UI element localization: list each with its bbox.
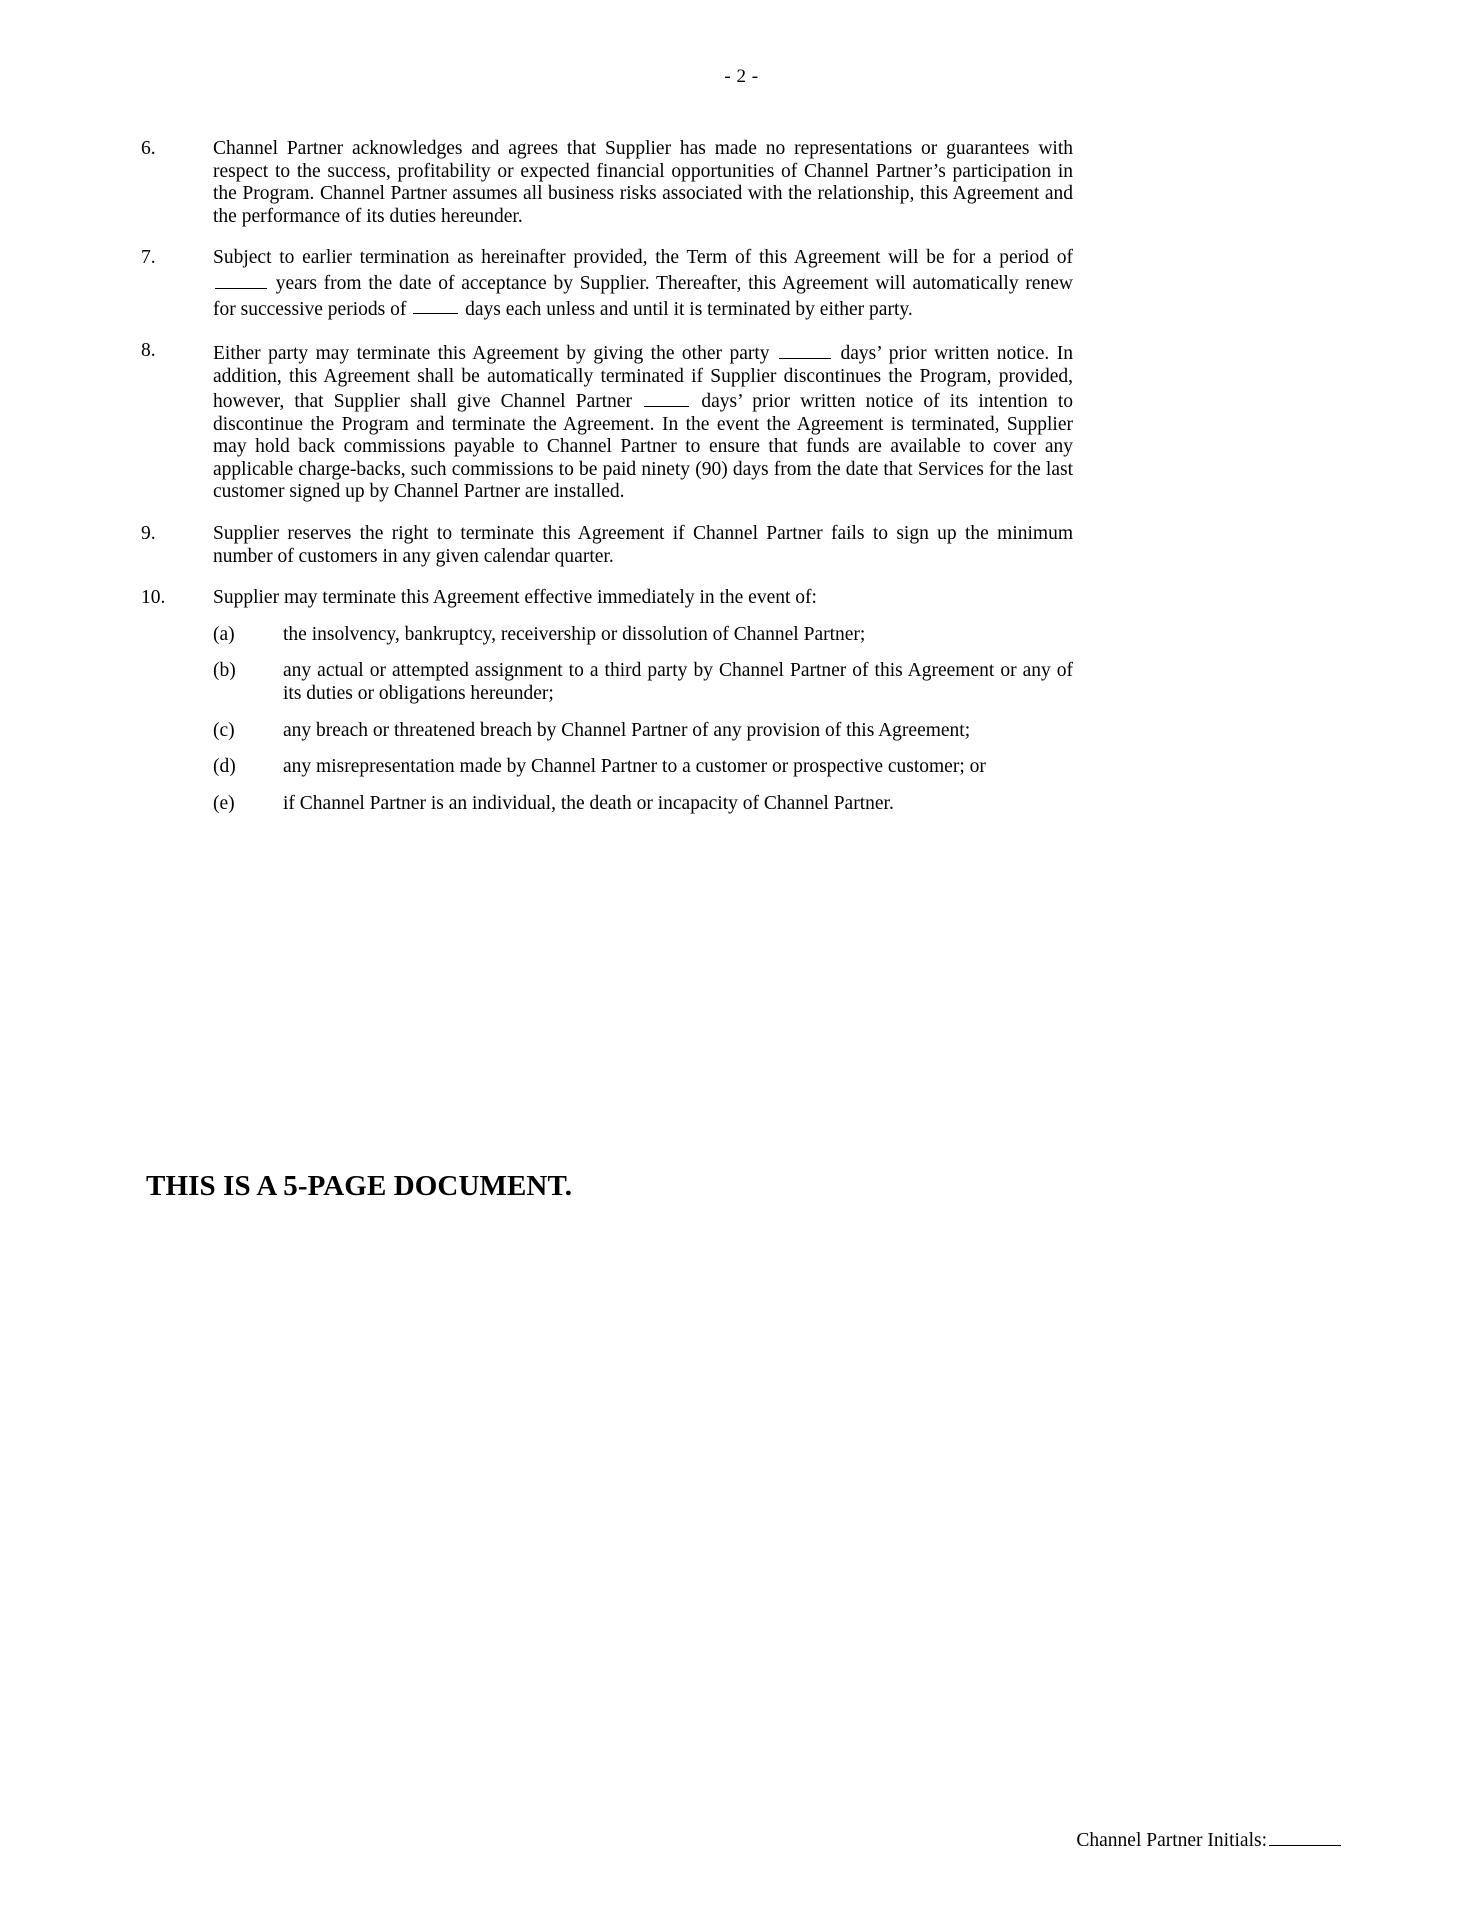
clause-7-text bbox=[213, 247, 1073, 321]
clause-9-number: 9. bbox=[141, 523, 156, 545]
sub-item-a bbox=[141, 624, 1073, 647]
clause-6 bbox=[141, 138, 1073, 228]
clause-9 bbox=[141, 523, 1073, 568]
clause-10-sub-items bbox=[141, 624, 1073, 816]
clause-6-number: 6. bbox=[141, 138, 156, 159]
sub-item-c-text: any breach or threatened breach by Channel Partner of any provision of this Agreement; bbox=[283, 719, 971, 741]
sub-item-c-letter: (c) bbox=[213, 719, 235, 741]
sub-item-c bbox=[141, 720, 1073, 743]
document-body bbox=[141, 138, 1073, 829]
clause-9-text: Supplier reserves the right to terminate this Agreement if Channel Partner fails to sign up the minimum number of customers in any given calendar quarter. bbox=[213, 523, 1073, 567]
clause-8 bbox=[141, 340, 1073, 504]
clause-7 bbox=[141, 247, 1073, 321]
clause-8-text bbox=[213, 340, 1073, 504]
page-count-notice: THIS IS A 5-PAGE DOCUMENT. bbox=[146, 1170, 573, 1202]
clause-8-notice-days-blank[interactable] bbox=[779, 340, 831, 359]
sub-item-a-text: the insolvency, bankruptcy, receivership or dissolution of Channel Partner; bbox=[283, 623, 866, 645]
clause-8-text-part-1: Either party may terminate this Agreement by giving the other party bbox=[213, 342, 777, 364]
sub-item-d-letter: (d) bbox=[213, 756, 236, 778]
sub-item-e bbox=[141, 793, 1073, 816]
clause-6-text: Channel Partner acknowledges and agrees that Supplier has made no representations or guarantees with respect to the success, profitability or expected financial opportunities of Channel Partner’s participation in the Program. Channel Partner assumes all business risks associated with the relationship, this Agreement and the performance of its duties hereunder. bbox=[213, 138, 1073, 227]
clause-8-number: 8. bbox=[141, 340, 156, 362]
sub-item-b-text: any actual or attempted assignment to a third party by Channel Partner of this Agreement or any of its duties or obligations hereunder; bbox=[283, 660, 1073, 705]
clause-7-number: 7. bbox=[141, 247, 156, 269]
sub-item-d-text: any misrepresentation made by Channel Partner to a customer or prospective customer; or bbox=[283, 756, 986, 778]
initials-footer bbox=[1076, 1827, 1343, 1852]
page-number: - 2 - bbox=[724, 66, 759, 87]
clause-7-text-part-3: days each unless and until it is terminated by either party. bbox=[460, 298, 913, 320]
clause-7-renewal-days-blank[interactable] bbox=[413, 296, 458, 315]
clause-8-text-part-3: days’ prior written notice of its intention to discontinue the Program and terminate the Agreement. In the event the Agreement is terminated, Supplier may hold back commissions payable to Channel Partner to ensure that funds are available to cover any applicable charge-backs, such commissions to be paid ninety (90) days from the date that Services for the last customer signed up by Channel Partner are installed. bbox=[213, 391, 1073, 503]
clause-8-text-part-2: days’ prior written notice. In addition, this Agreement shall be automatically terminated if Supplier discontinues the Program, provided, however, that Supplier shall give Channel Partner bbox=[213, 342, 1073, 413]
sub-item-b-letter: (b) bbox=[213, 660, 236, 682]
clause-10 bbox=[141, 587, 1073, 610]
initials-label: Channel Partner Initials: bbox=[1076, 1830, 1267, 1851]
clause-7-text-part-2: years from the date of acceptance by Supplier. Thereafter, this Agreement will automatically renew for successive periods of bbox=[213, 272, 1073, 320]
clause-10-text: Supplier may terminate this Agreement effective immediately in the event of: bbox=[213, 587, 817, 609]
sub-item-e-letter: (e) bbox=[213, 792, 235, 814]
clause-7-term-years-blank[interactable] bbox=[215, 270, 267, 289]
clause-8-discontinue-days-blank[interactable] bbox=[644, 388, 689, 407]
initials-blank[interactable] bbox=[1269, 1827, 1341, 1846]
sub-item-b bbox=[141, 660, 1073, 705]
clause-7-text-part-1: Subject to earlier termination as hereinafter provided, the Term of this Agreement will be for a period of bbox=[213, 247, 1073, 269]
clause-10-number: 10. bbox=[141, 587, 166, 609]
sub-item-d bbox=[141, 756, 1073, 779]
sub-item-e-text: if Channel Partner is an individual, the death or incapacity of Channel Partner. bbox=[283, 792, 894, 814]
sub-item-a-letter: (a) bbox=[213, 623, 235, 645]
